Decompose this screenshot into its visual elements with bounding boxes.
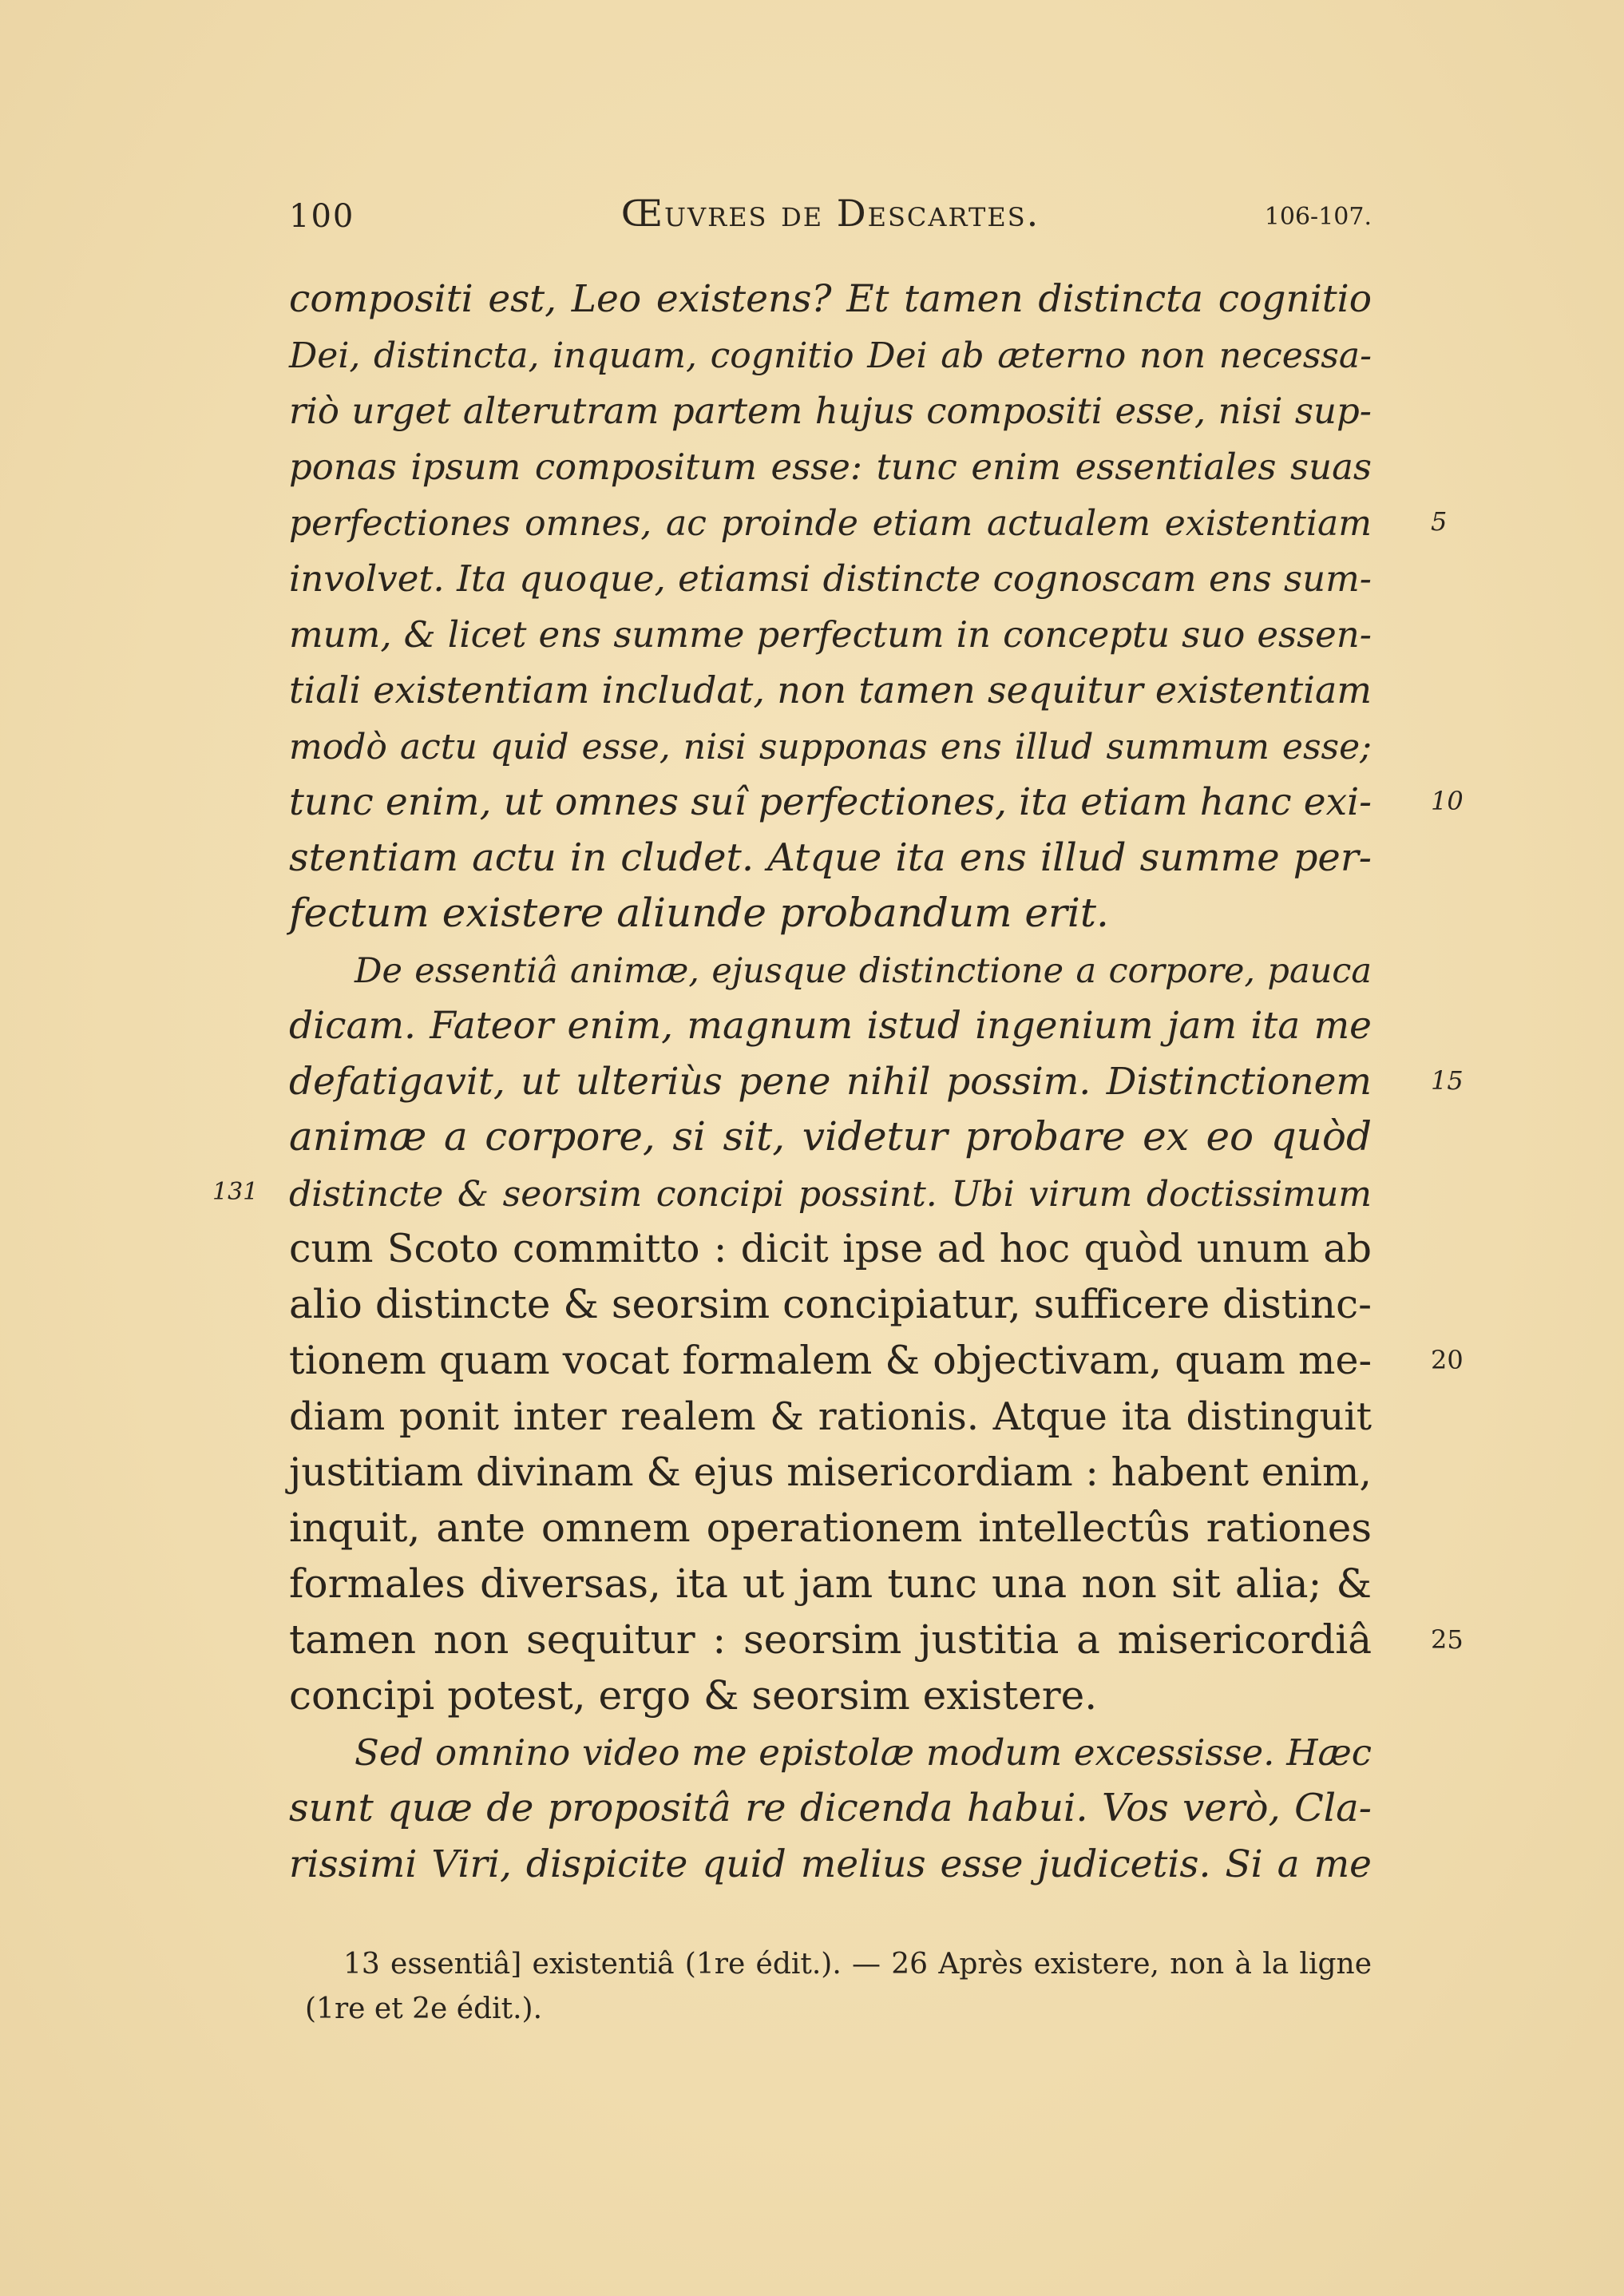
text-line: compositi est, Leo existens? Et tamen distincta cognitio [289, 277, 1372, 321]
footnotes [289, 1942, 1372, 2032]
line-number: 10 [1431, 786, 1464, 816]
footnote-line: 13 essentiâ] existentiâ (1re édit.). — 26 Après existere, non à la ligne [343, 1948, 1372, 1981]
main-text [212, 270, 1464, 1891]
text-line: animæ a corpore, si sit, videtur probare ex eo quòd [289, 1113, 1372, 1160]
running-header [289, 192, 1372, 248]
text-line: diam ponit inter realem & rationis. Atque ita distinguit [289, 1394, 1372, 1439]
running-title: Œuvres de Descartes. [620, 192, 1040, 235]
text-line: Dei, distincta, inquam, cognitio Dei ab æterno non necessa- [289, 335, 1372, 376]
text-line: cum Scoto committo : dicit ipse ad hoc quòd unum ab [289, 1226, 1372, 1271]
text-line: alio distincte & seorsim concipiatur, sufficere distinc- [289, 1281, 1372, 1327]
page-number: 100 [289, 198, 355, 235]
text-line: defatigavit, ut ulteriùs pene nihil possim. Distinctionem 15 [289, 1053, 1372, 1108]
line-number: 20 [1431, 1345, 1464, 1375]
line-number: 25 [1431, 1624, 1464, 1655]
page-range: 106-107. [1264, 203, 1372, 231]
text-line: 131 distincte & seorsim concipi possint. Ubi virum doctissimum [289, 1164, 1372, 1220]
text-line: inquit, ante omnem operationem intellectûs rationes [289, 1505, 1372, 1551]
footnote-line: (1re et 2e édit.). [305, 1993, 543, 2025]
text-line: stentiam actu in cludet. Atque ita ens illud summe per- [289, 835, 1372, 880]
text-line: riò urget alterutram partem hujus compositi esse, nisi sup- [289, 390, 1372, 432]
text-line: ponas ipsum compositum esse: tunc enim essentiales suas [289, 446, 1372, 488]
text-line: mum, & licet ens summe perfectum in conceptu suo essen- [289, 613, 1372, 656]
text-line: Sed omnino video me epistolæ modum excessisse. Hæc [355, 1731, 1372, 1774]
text-line: tunc enim, ut omnes suî perfectiones, ita etiam hanc exi- 10 [289, 773, 1372, 829]
margin-page-ref: 131 [212, 1178, 259, 1206]
text-line: De essentiâ animæ, ejusque distinctione a corpore, pauca [355, 951, 1372, 991]
text-line: tamen non sequitur : seorsim justitia a misericordiâ 25 [289, 1612, 1372, 1667]
text-line: concipi potest, ergo & seorsim existere. [289, 1672, 1098, 1719]
text-line: fectum existere aliunde probandum erit. [289, 890, 1109, 936]
text-line: justitiam divinam & ejus misericordiam : habent enim, [289, 1449, 1372, 1495]
text-line: sunt quæ de propositâ re dicenda habui. Vos verò, Cla- [289, 1786, 1372, 1830]
text-line: formales diversas, ita ut jam tunc una non sit alia; & [289, 1560, 1372, 1607]
line-number: 5 [1431, 506, 1448, 537]
line-number: 15 [1431, 1065, 1464, 1096]
text-line: rissimi Viri, dispicite quid melius esse judicetis. Si a me [289, 1842, 1372, 1886]
text-line: tiali existentiam includat, non tamen sequitur existentiam [289, 668, 1372, 712]
text-line: perfectiones omnes, ac proinde etiam actualem existentiam 5 [289, 494, 1372, 549]
text-line: modò actu quid esse, nisi supponas ens illud summum esse; [289, 727, 1372, 767]
text-line: dicam. Fateor enim, magnum istud ingenium jam ita me [289, 1004, 1372, 1048]
text-line: involvet. Ita quoque, etiamsi distincte cognoscam ens sum- [289, 557, 1372, 600]
text-line: tionem quam vocat formalem & objectivam, quam me- 20 [289, 1332, 1372, 1388]
